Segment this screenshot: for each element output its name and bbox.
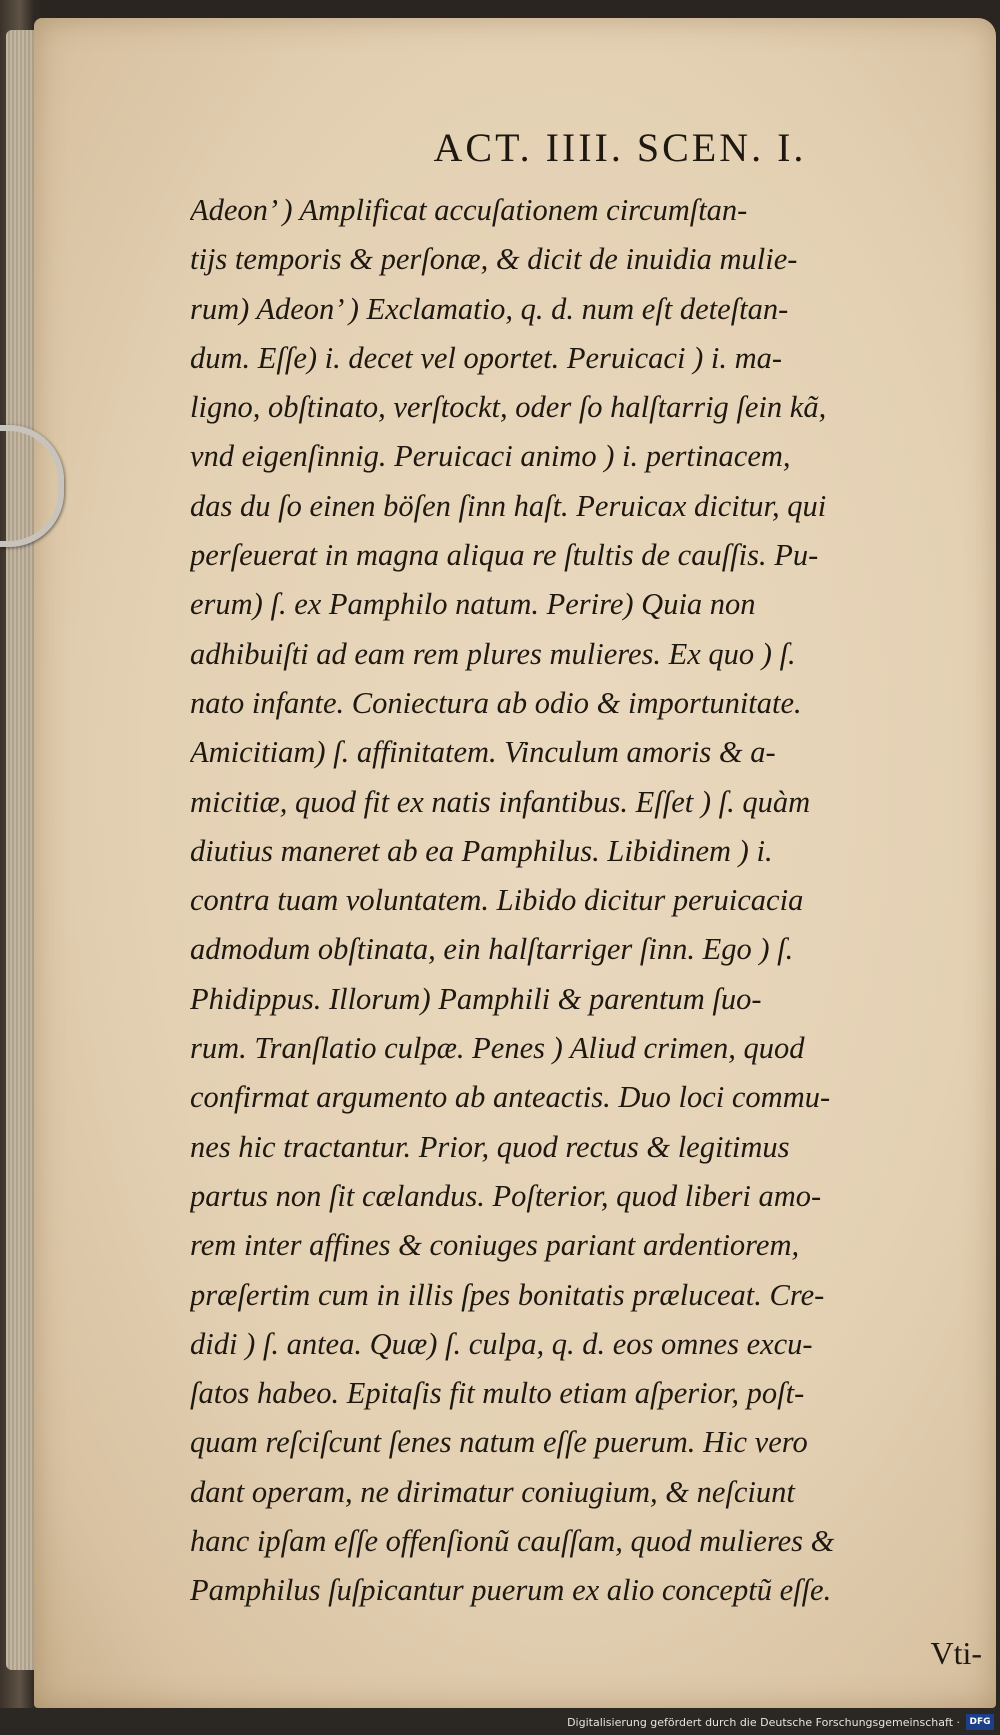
commentary-text — [190, 186, 990, 1616]
text-block — [190, 118, 990, 1676]
text-line: Phidippus. Illorum) Pamphili & parentum ſuo- — [190, 981, 762, 1016]
text-line: tijs temporis & perſonæ, & dicit de inuidia mulie- — [190, 242, 798, 277]
running-head: ACT. IIII. SCEN. I. — [433, 125, 807, 170]
digitization-credit: Digitalisierung gefördert durch die Deutsche Forschungsgemeinschaft · — [567, 1716, 960, 1729]
text-line: Adeon’ ) Amplificat accuſationem circumſtan- — [190, 193, 748, 227]
text-line: dant operam, ne dirimatur coniugium, & neſciunt — [190, 1474, 795, 1509]
text-line: vnd eigenſinnig. Peruicaci animo ) i. pertinacem, — [190, 439, 791, 474]
text-line: didi ) ſ. antea. Quæ) ſ. culpa, q. d. eos omnes excu- — [190, 1326, 813, 1361]
text-line: nato infante. Coniectura ab odio & importunitate. — [190, 685, 802, 720]
text-line: hanc ipſam eſſe offenſionũ cauſſam, quod mulieres & — [190, 1524, 835, 1559]
text-line: admodum obſtinata, ein halſtarriger ſinn. Ego ) ſ. — [190, 932, 794, 967]
text-line: ligno, obſtinato, verſtockt, oder ſo halſtarrig ſein kã, — [190, 390, 827, 425]
text-line: Pamphilus ſuſpicantur puerum ex alio conceptũ eſſe. — [190, 1573, 832, 1608]
text-line: das du ſo einen böſen ſinn haſt. Peruicax dicitur, qui — [190, 488, 827, 523]
text-line: dum. Eſſe) i. decet vel oportet. Peruicaci ) i. ma- — [190, 340, 783, 375]
text-line: Amicitiam) ſ. affinitatem. Vinculum amoris & a- — [190, 735, 776, 770]
catchword: Vti- — [930, 1634, 982, 1671]
text-line: adhibuiſti ad eam rem plures mulieres. Ex quo ) ſ. — [190, 636, 796, 671]
dfg-logo-icon: DFG — [966, 1714, 994, 1730]
page-sheet — [34, 18, 996, 1708]
text-line: præſertim cum in illis ſpes bonitatis præluceat. Cre- — [190, 1277, 825, 1312]
text-line: diutius maneret ab ea Pamphilus. Libidinem ) i. — [190, 833, 773, 868]
text-line: rum. Tranſlatio culpæ. Penes ) Aliud crimen, quod — [190, 1031, 805, 1066]
text-line: erum) ſ. ex Pamphilo natum. Perire) Quia non — [190, 587, 756, 622]
text-line: partus non ſit cælandus. Poſterior, quod liberi amo- — [190, 1178, 822, 1213]
text-line: ſatos habeo. Epitaſis fit multo etiam aſperior, poſt- — [190, 1376, 805, 1411]
text-line: confirmat argumento ab anteactis. Duo loci commu- — [190, 1080, 831, 1115]
text-line: perſeuerat in magna aliqua re ſtultis de cauſſis. Pu- — [190, 538, 819, 573]
text-line: nes hic tractantur. Prior, quod rectus & legitimus — [190, 1129, 790, 1164]
text-line: micitiæ, quod fit ex natis infantibus. Eſſet ) ſ. quàm — [190, 784, 811, 819]
text-line: rum) Adeon’ ) Exclamatio, q. d. num eſt deteſtan- — [190, 291, 789, 326]
text-line: contra tuam voluntatem. Libido dicitur peruicacia — [190, 883, 804, 918]
text-line: quam reſciſcunt ſenes natum eſſe puerum. Hic vero — [190, 1425, 808, 1460]
text-line: rem inter affines & coniuges pariant ardentiorem, — [190, 1228, 800, 1263]
